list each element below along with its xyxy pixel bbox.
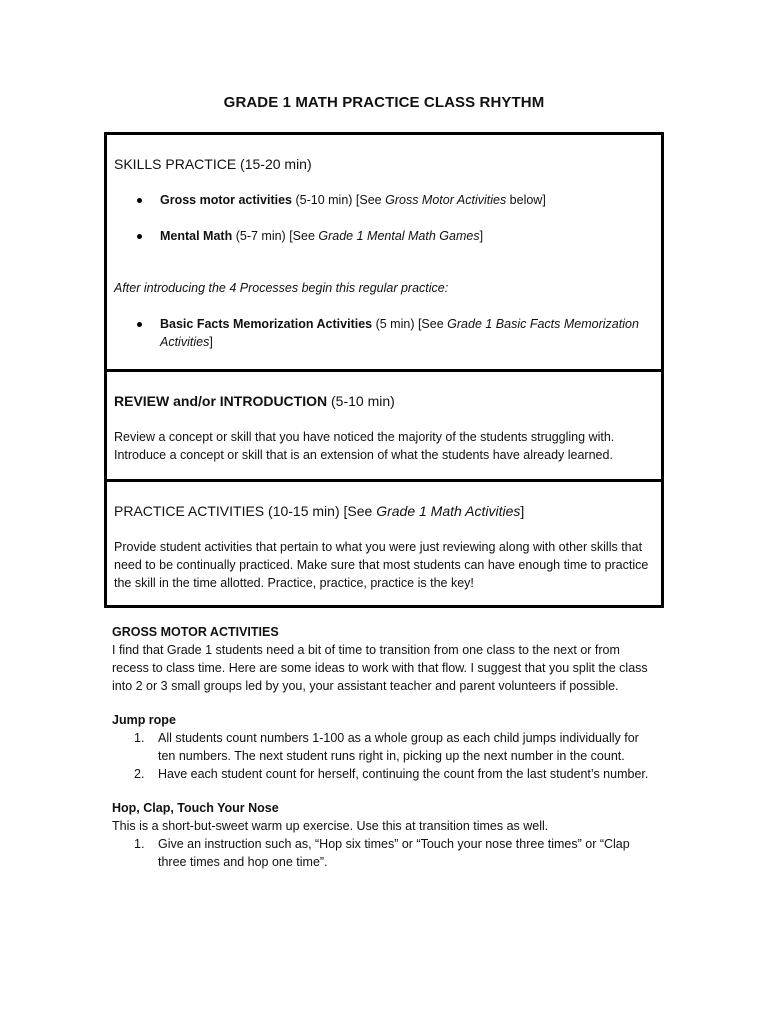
- page-title: GRADE 1 MATH PRACTICE CLASS RHYTHM: [223, 94, 545, 111]
- list-item-text: Give an instruction such as, “Hop six times” or “Touch your nose three times” or “Clap three times and hop one time”.: [158, 837, 630, 869]
- list-item: [112, 835, 658, 871]
- jump-rope-list: [112, 729, 658, 783]
- review-text: Review a concept or skill that you have noticed the majority of the students struggling with. Introduce a concept or skill that is an extension of what the students have already learned.: [114, 430, 615, 462]
- bullet-item: [114, 315, 655, 351]
- gross-motor-text: I find that Grade 1 students need a bit of time to transition from one class to the next or from recess to class time. Here are some ideas to work with that flow. I suggest that you split the class into 2 or 3 small groups led by you, your assistant teacher and parent volunteers if possible.: [112, 643, 648, 693]
- list-number: 1.: [134, 731, 145, 745]
- bullet-tail: ]: [479, 229, 484, 243]
- skills-practice-section: [107, 135, 661, 369]
- skills-practice-heading: [114, 155, 655, 173]
- practice-title: PRACTICE ACTIVITIES: [114, 503, 265, 519]
- hop-clap-heading: Hop, Clap, Touch Your Nose: [112, 801, 279, 815]
- practice-tail: ]: [520, 503, 525, 519]
- bullet-italic: Grade 1 Basic Facts Memorization Activities: [160, 317, 639, 349]
- review-title: REVIEW and/or INTRODUCTION: [114, 393, 328, 409]
- bullet-item: [114, 227, 655, 245]
- practice-text: Provide student activities that pertain to what you were just reviewing along with other skills that need to be continually practiced. Make sure that most students can have enough time to practice the skill in the time allotted. Practice, practice, practice is the key!: [114, 540, 649, 590]
- bullet-item: [114, 191, 655, 209]
- gross-motor-heading: GROSS MOTOR ACTIVITIES: [112, 625, 279, 639]
- bullet-tail: below]: [506, 193, 546, 207]
- list-number: 2.: [134, 767, 145, 781]
- list-item-text: Have each student count for herself, continuing the count from the last student’s number.: [158, 767, 649, 781]
- bullet-italic: Gross Motor Activities: [385, 193, 507, 207]
- bullet-italic: Grade 1 Mental Math Games: [318, 229, 480, 243]
- practice-heading: [114, 502, 655, 520]
- practice-activities-section: [107, 482, 661, 605]
- gross-motor-section: [112, 623, 658, 871]
- bullet-bold: Mental Math: [160, 229, 233, 243]
- practice-duration: (10-15 min) [See: [268, 503, 377, 519]
- bullet-text: (5 min) [See: [375, 317, 448, 331]
- list-number: 1.: [134, 837, 145, 851]
- bullet-bold: Gross motor activities: [160, 193, 292, 207]
- bullet-tail: ]: [209, 335, 213, 349]
- skills-practice-title: SKILLS PRACTICE: [114, 156, 237, 172]
- class-rhythm-table: [104, 132, 664, 608]
- review-duration: (5-10 min): [331, 393, 395, 409]
- review-section: [107, 372, 661, 479]
- hop-clap-list: [112, 835, 658, 871]
- bullet-text: (5-7 min) [See: [235, 229, 319, 243]
- list-item-text: All students count numbers 1-100 as a whole group as each child jumps individually for ten numbers. The next student runs right in, picking up the next number in the count.: [158, 731, 639, 763]
- review-heading: [114, 392, 655, 410]
- skills-practice-duration: (15-20 min): [240, 156, 312, 172]
- jump-rope-heading: Jump rope: [112, 713, 176, 727]
- list-item: [112, 729, 658, 765]
- bullet-bold: Basic Facts Memorization Activities: [160, 317, 373, 331]
- bullet-text: (5-10 min) [See: [295, 193, 386, 207]
- processes-note: After introducing the 4 Processes begin this regular practice:: [114, 281, 449, 295]
- hop-clap-text: This is a short-but-sweet warm up exercise. Use this at transition times as well.: [112, 819, 549, 833]
- list-item: [112, 765, 658, 783]
- practice-link: Grade 1 Math Activities: [376, 503, 521, 519]
